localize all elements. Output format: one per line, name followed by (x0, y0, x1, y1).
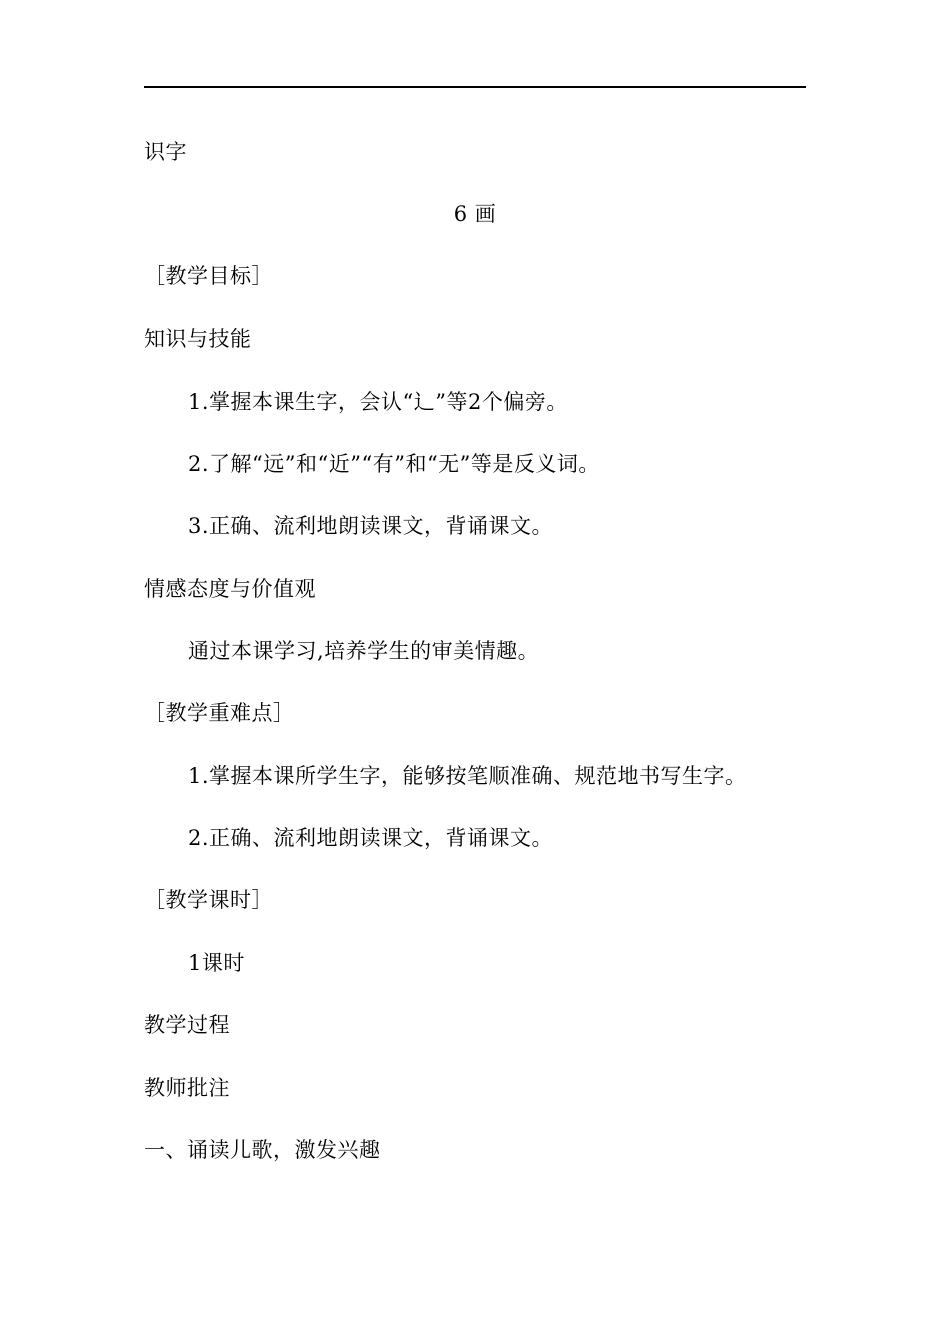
period-text: 1课时 (188, 951, 245, 975)
knowledge-item-3: 3.正确、流利地朗读课文，背诵课文。 (188, 514, 554, 538)
section-label: 识字 (144, 140, 187, 164)
header-rule (144, 86, 806, 88)
knowledge-heading: 知识与技能 (144, 327, 252, 351)
process-heading: 教学过程 (144, 1013, 230, 1037)
emotion-heading: 情感态度与价值观 (144, 577, 316, 601)
knowledge-item-2: 2.了解“远”和“近”“有”和“无”等是反义词。 (188, 452, 600, 476)
lesson-title: 6 画 (453, 202, 497, 226)
emotion-text: 通过本课学习,培养学生的审美情趣。 (188, 639, 540, 663)
keypoints-item-2: 2.正确、流利地朗读课文，背诵课文。 (188, 826, 554, 850)
objectives-heading: ［教学目标］ (144, 264, 273, 288)
keypoints-item-1: 1.掌握本课所学生字，能够按笔顺准确、规范地书写生字。 (188, 764, 747, 788)
teacher-note-heading: 教师批注 (144, 1076, 230, 1100)
step-one-heading: 一、诵读儿歌，激发兴趣 (144, 1138, 381, 1162)
knowledge-item-1: 1.掌握本课生字，会认“辶”等2个偏旁。 (188, 390, 568, 414)
keypoints-heading: ［教学重难点］ (144, 701, 295, 725)
period-heading: ［教学课时］ (144, 888, 273, 912)
